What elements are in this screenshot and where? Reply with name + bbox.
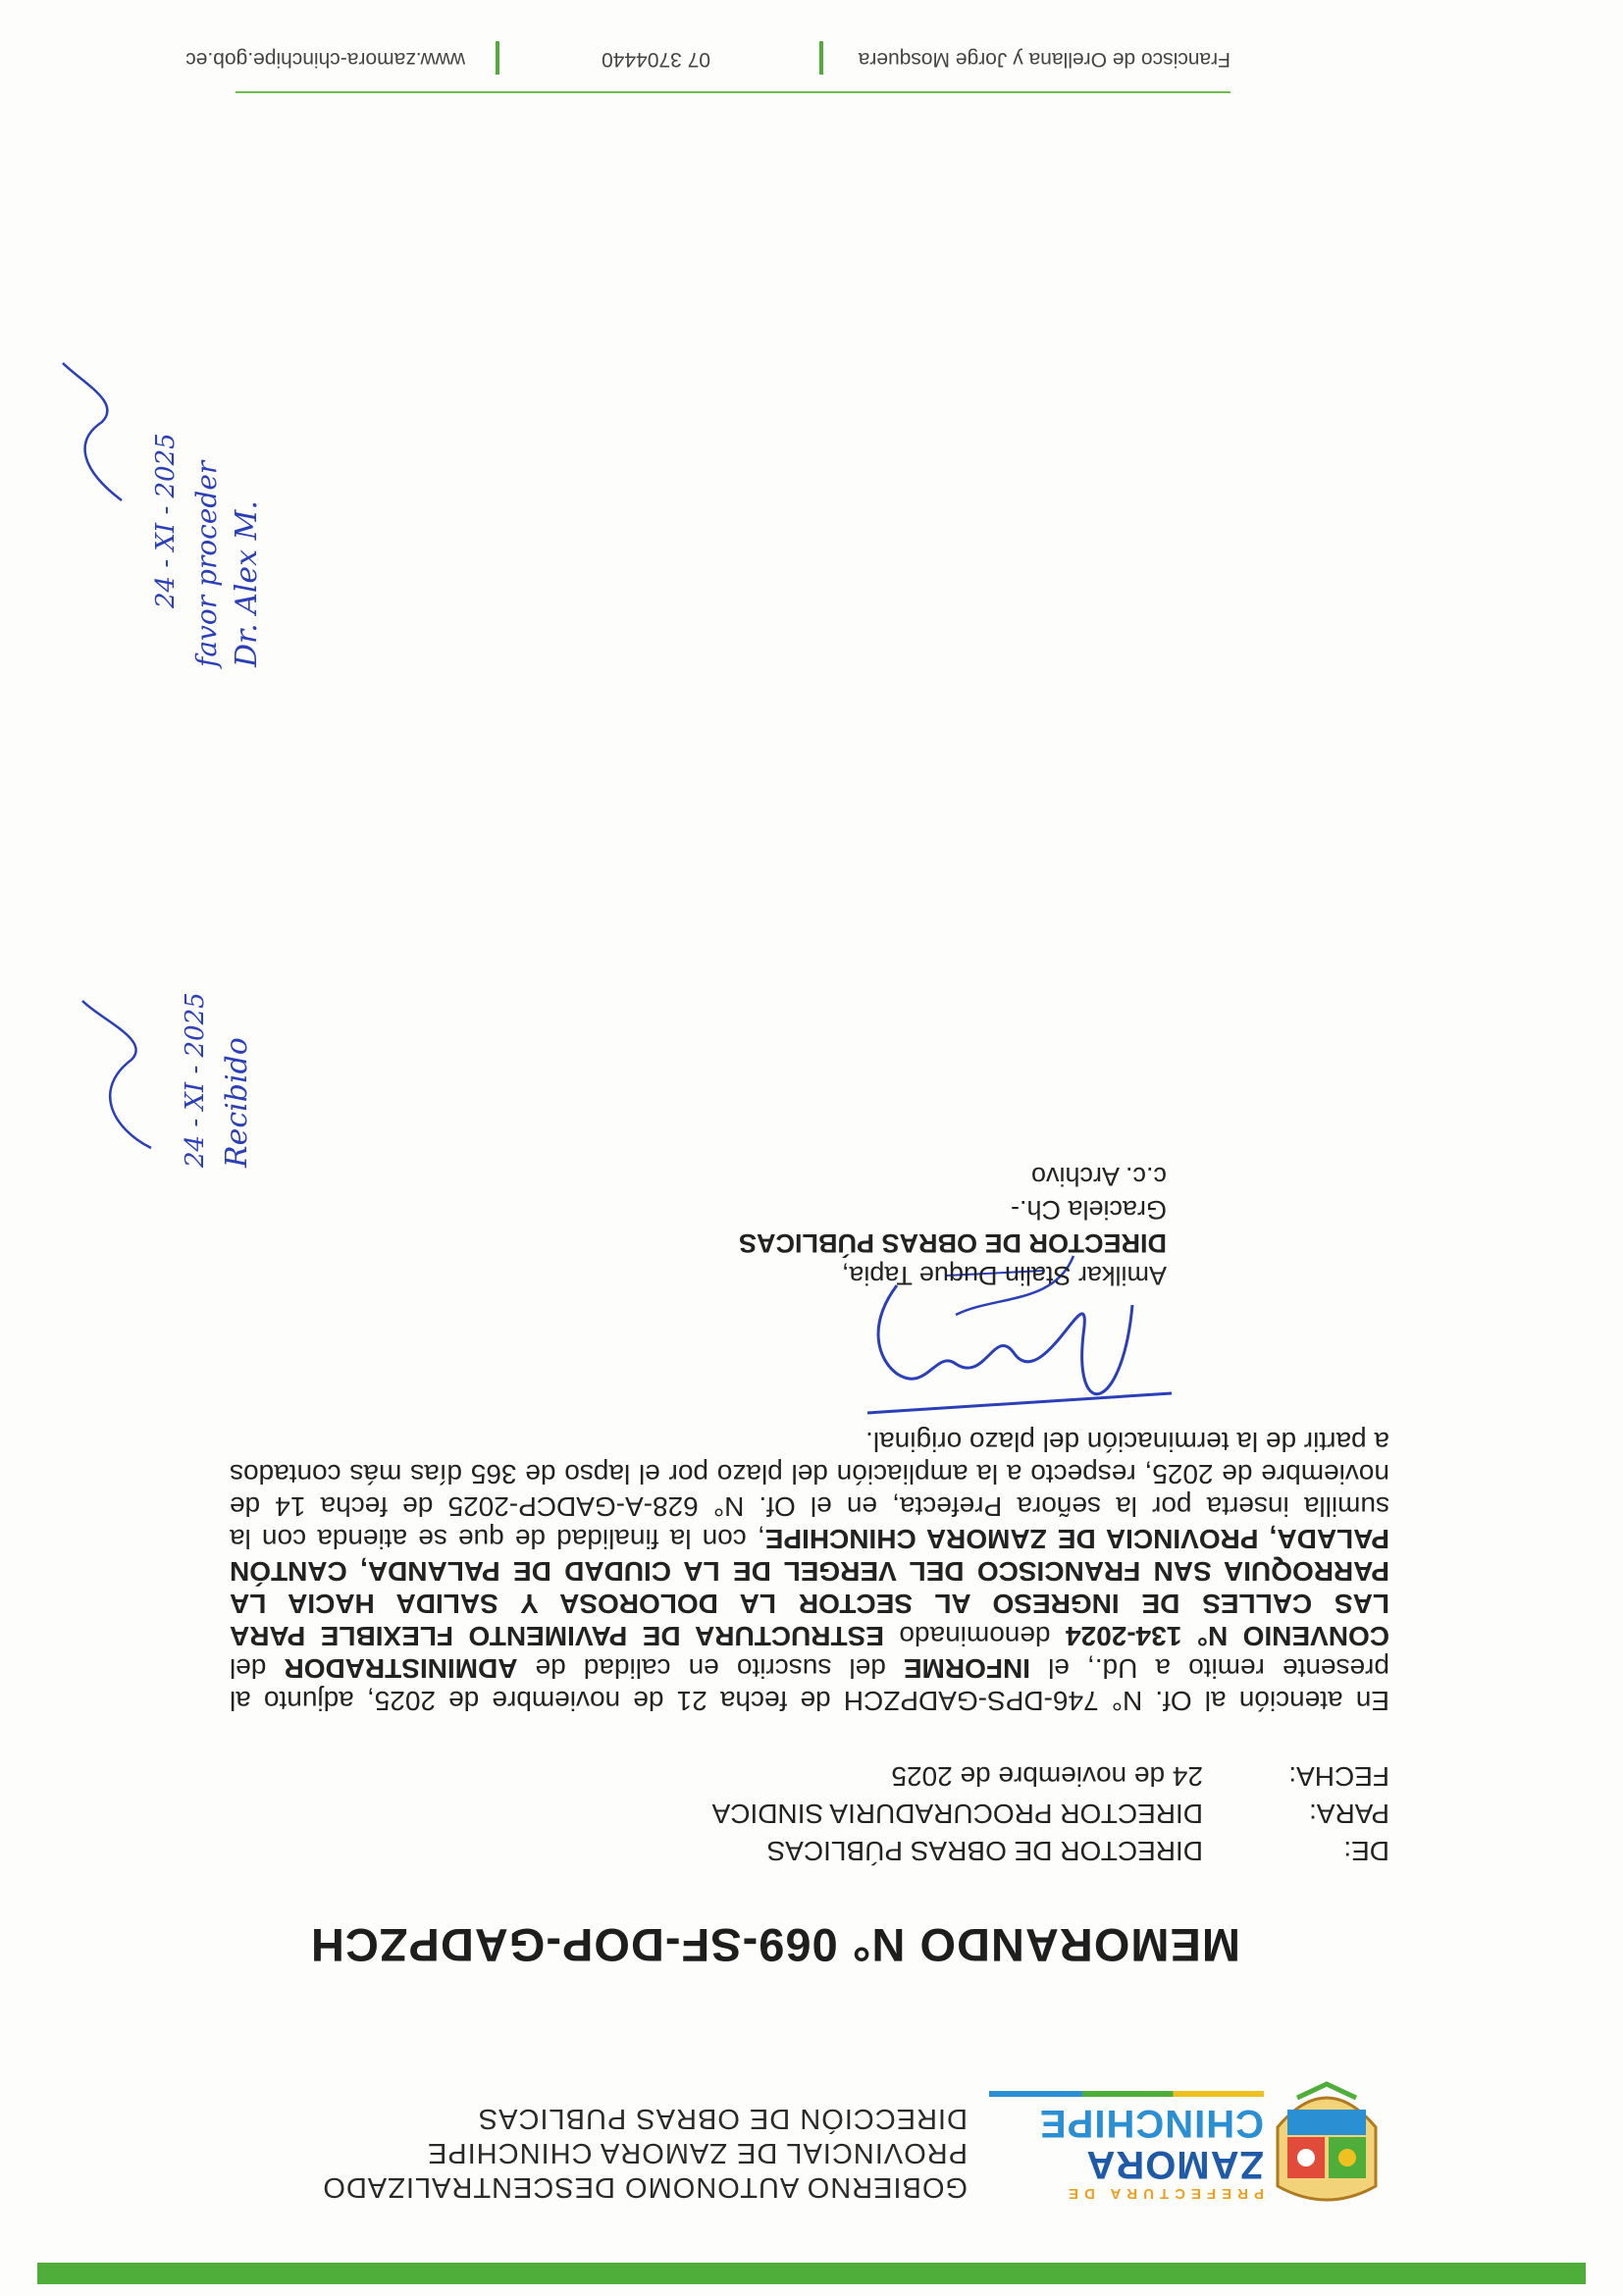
memo-body (230, 1426, 1389, 1717)
date-value: 24 de noviembre de 2025 (891, 1761, 1203, 1792)
memo-title: MEMORANDO N° 069-SF-DOP-GADPZCH (309, 1919, 1240, 1971)
footer-separator-1 (819, 41, 823, 75)
received-initials-scribble (63, 991, 171, 1168)
received-note-line2: 24 - XI - 2025 (181, 992, 210, 1168)
instruction-annotation (43, 314, 264, 667)
footer-divider (236, 91, 1230, 93)
instruction-note-line2: favor proceder (190, 460, 223, 667)
signer-name: Amilkar Stalin Duque Tapia, (841, 1261, 1167, 1290)
body-text-3: del (230, 1653, 285, 1684)
instruction-note-line3: 24 - XI - 2025 (151, 433, 181, 608)
body-bold-administrador: ADMINISTRADOR (284, 1653, 518, 1684)
from-value: DIRECTOR DE OBRAS PÚBLICAS (766, 1836, 1203, 1866)
footer-website: www.zamora-chinchipe.gob.ec (185, 48, 465, 71)
typist-initials: Graciela Ch.- (1010, 1195, 1167, 1225)
signer-position: DIRECTOR DE OBRAS PÚBLICAS (738, 1228, 1167, 1258)
brand-name-line1: ZAMORA (1085, 2143, 1264, 2186)
received-annotation (63, 991, 259, 1168)
coat-of-arms-logo (1268, 2078, 1386, 2206)
body-text-2: del suscrito en calidad de (517, 1653, 904, 1684)
org-line-1: GOBIERNO AUTONOMO DESCENTRALIZADO (322, 2171, 968, 2203)
header-green-bar (37, 2263, 1586, 2284)
date-label: FECHA: (1288, 1761, 1389, 1792)
org-line-2: PROVINCIAL DE ZAMORA CHINCHIPE (426, 2137, 968, 2168)
body-text-1: En atención al Of. N° 746-DPS-GADPZCH de fecha 21 de noviembre de 2025, adjunto al presente remito a Ud., el (230, 1653, 1389, 1716)
instruction-initials-scribble (43, 353, 141, 510)
body-bold-project: ESTRUCTURA DE PAVIMENTO FLEXIBLE PARA LAS CALLES DE INGRESO AL SECTOR LA DOLOROSA Y SALIDA HACIA LA PARROQUIA SAN FRANCISCO DEL VERGEL DE LA CIUDAD DE PALANDA, CANTÓN PALADA, PROVINCIA DE ZAMORA CHINCHIPE (230, 1524, 1389, 1651)
footer-phone: 07 3704440 (602, 48, 710, 71)
body-bold-convenio: CONVENIO N° 134-2024 (1065, 1621, 1389, 1651)
instruction-note-line1: Dr. Alex M. (230, 500, 264, 667)
brand-name-line2: CHINCHIPE (1038, 2102, 1264, 2145)
footer-address: Francisco de Orellana y Jorge Mosquera (858, 48, 1230, 71)
body-text-4: denominado (883, 1621, 1066, 1651)
to-value: DIRECTOR PROCURADURIA SINDICA (711, 1799, 1203, 1829)
received-note-line1: Recibido (220, 1037, 254, 1168)
to-label: PARA: (1309, 1799, 1389, 1829)
carbon-copy: c.c. Archivo (1030, 1162, 1167, 1191)
body-bold-informe: INFORME (903, 1653, 1031, 1684)
brand-prefix: PREFECTURA DE (1063, 2185, 1264, 2202)
from-label: DE: (1343, 1836, 1389, 1866)
brand-color-bar (989, 2091, 1264, 2097)
org-line-3: DIRECCIÓN DE OBRAS PUBLICAS (477, 2103, 968, 2134)
footer-separator-2 (496, 41, 499, 75)
brand-block (960, 2091, 1264, 2202)
body-text-5: , con la finalidad de que se atienda con la sumilla inserta por la señora Prefecta, en el Of. N° 628-A-GADCP-2025 de fecha 14 de noviembre de 2025, respecto a la ampliación del plazo por el lapso de 365 días más contados a partir de la terminación del plazo original. (229, 1427, 1389, 1554)
organization-heading (261, 2101, 968, 2204)
